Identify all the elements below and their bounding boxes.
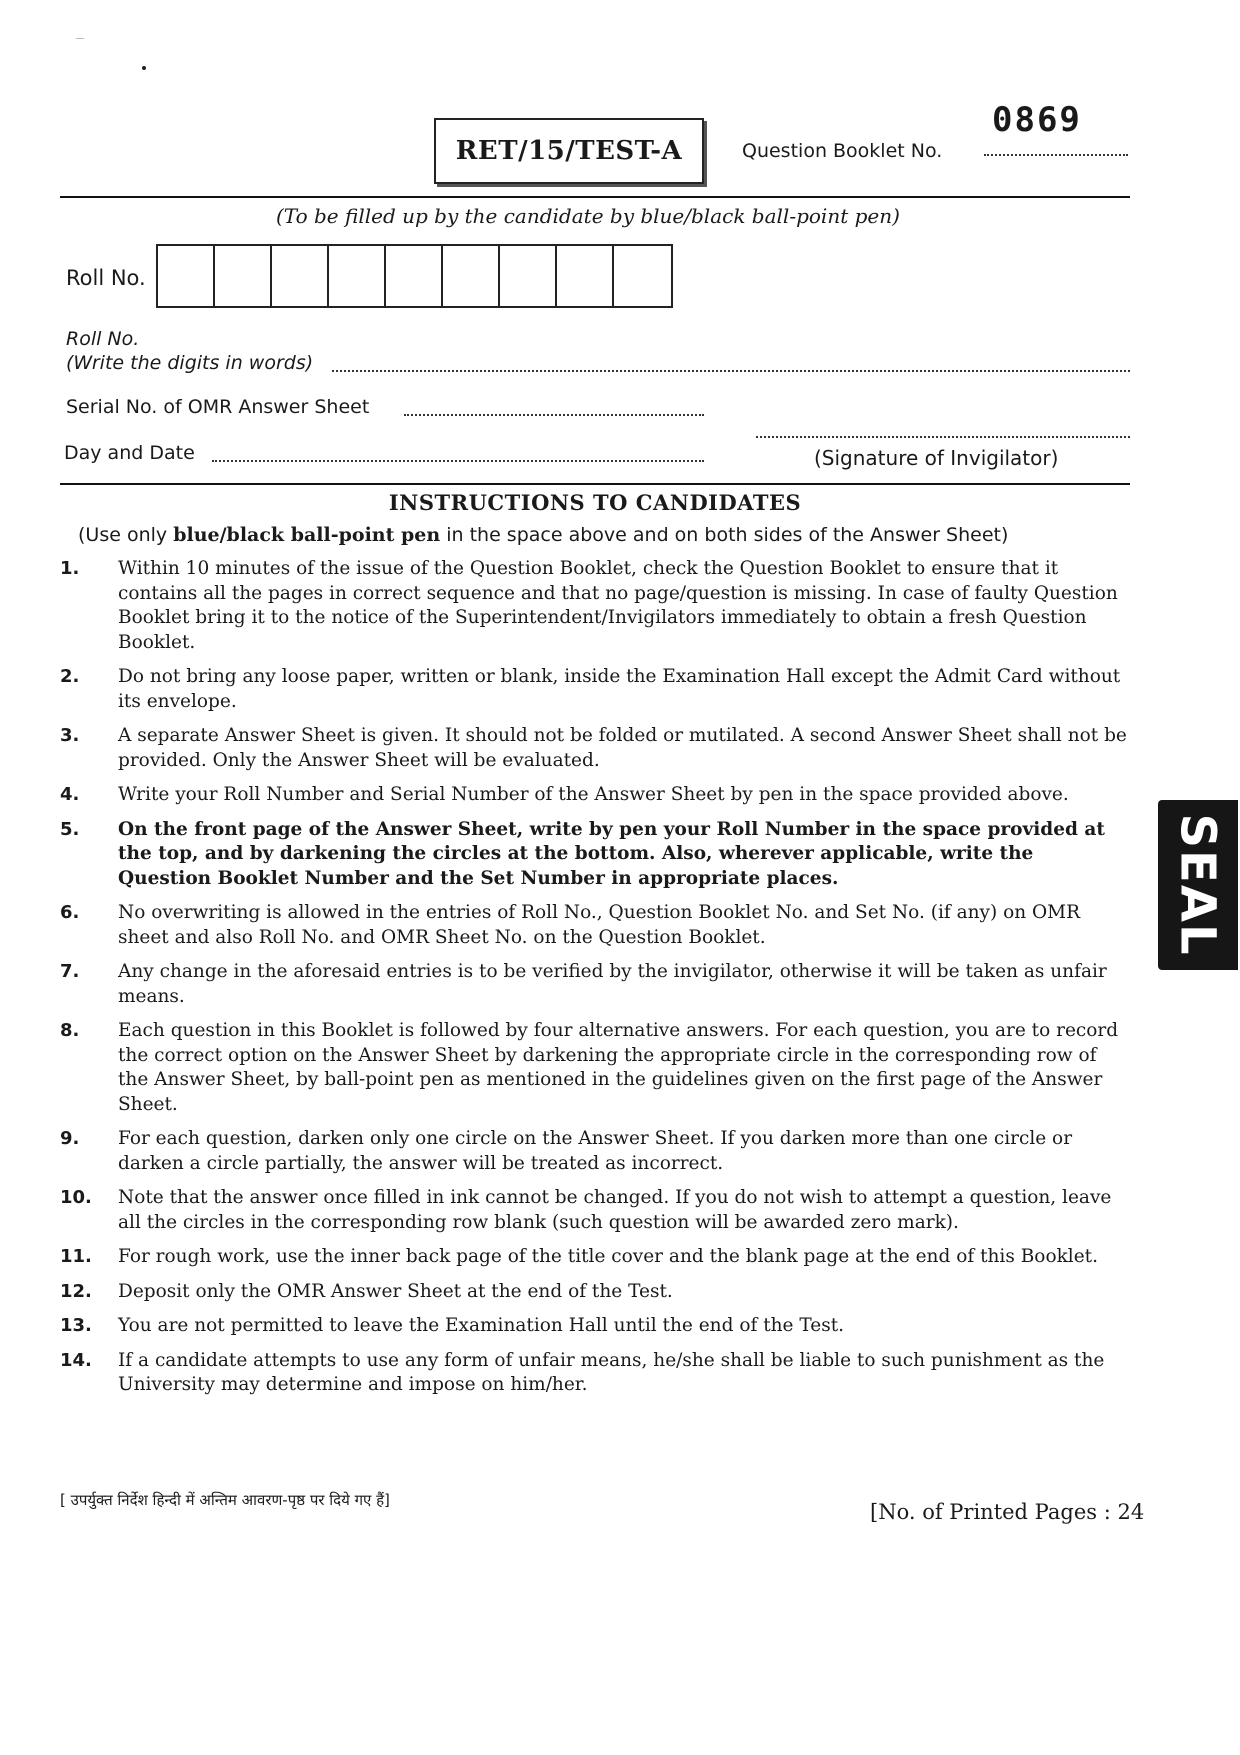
seal-tab — [1158, 800, 1238, 970]
instruction-text: For each question, darken only one circle on the Answer Sheet. If you darken more than one circle or darken a circle partially, the answer will be treated as incorrect. — [118, 1128, 1073, 1174]
booklet-number: 0869 — [992, 100, 1082, 140]
instruction-text: You are not permitted to leave the Examination Hall until the end of the Test. — [118, 1315, 845, 1336]
instruction-text: Note that the answer once filled in ink cannot be changed. If you do not wish to attempt a question, leave all the circles in the corresponding row blank (such question will be awarded zero mark). — [118, 1187, 1112, 1233]
roll-words-line[interactable] — [332, 370, 1130, 372]
instruction-item — [60, 901, 1130, 950]
roll-words-label-line1: Roll No. — [66, 328, 140, 350]
instruction-text: No overwriting is allowed in the entries of Roll No., Question Booklet No. and Set No. (if any) on OMR sheet and also Roll No. and OMR Sheet No. on the Question Booklet. — [118, 902, 1081, 948]
roll-words-label-line2: (Write the digits in words) — [66, 352, 314, 374]
instruction-item — [60, 783, 1130, 808]
roll-digit-box[interactable] — [272, 246, 329, 306]
signature-line[interactable] — [756, 436, 1130, 438]
instruction-item — [60, 724, 1130, 773]
instruction-text: Each question in this Booklet is followed by four alternative answers. For each question, you are to record the correct option on the Answer Sheet by darkening the appropriate circle in the corresponding row of the Answer Sheet, by ball-point pen as mentioned in the guidelines given on the first page of the Answer Sheet. — [118, 1020, 1119, 1115]
instruction-item — [60, 818, 1130, 892]
instruction-item — [60, 1186, 1130, 1235]
instruction-number: 8. — [60, 1020, 80, 1041]
instruction-text: Deposit only the OMR Answer Sheet at the end of the Test. — [118, 1280, 673, 1302]
instruction-text: Any change in the aforesaid entries is to be verified by the invigilator, otherwise it will be taken as unfair means. — [118, 961, 1107, 1007]
instruction-text: Write your Roll Number and Serial Number of the Answer Sheet by pen in the space provided above. — [118, 784, 1069, 805]
instruction-number: 9. — [60, 1128, 80, 1149]
omr-serial-line[interactable] — [404, 414, 704, 416]
roll-digit-box[interactable] — [500, 246, 557, 306]
instructions-list — [60, 557, 1130, 1408]
roll-digit-box[interactable] — [158, 246, 215, 306]
hindi-note: [ उपर्युक्त निर्देश हिन्दी में अन्तिम आवरण-पृष्ठ पर दिये गए हैं] — [60, 1491, 390, 1509]
instruction-number: 10. — [60, 1187, 92, 1208]
instruction-number: 6. — [60, 902, 80, 923]
test-code: RET/15/TEST-A — [455, 136, 683, 166]
roll-digit-box[interactable] — [329, 246, 386, 306]
instructions-note — [78, 524, 1008, 546]
omr-serial-label: Serial No. of OMR Answer Sheet — [66, 396, 370, 418]
day-date-line[interactable] — [212, 460, 704, 462]
instruction-number: 12. — [60, 1280, 92, 1302]
instruction-text: If a candidate attempts to use any form of unfair means, he/she shall be liable to such punishment as the University may determine and impose on him/her. — [118, 1349, 1105, 1395]
instruction-number: 2. — [60, 666, 80, 687]
instruction-item — [60, 1019, 1130, 1117]
instruction-item — [60, 1349, 1130, 1398]
roll-number-boxes[interactable] — [156, 244, 673, 308]
instruction-number: 7. — [60, 961, 80, 982]
instructions-note-suffix: in the space above and on both sides of the Answer Sheet) — [440, 524, 1009, 546]
instruction-number: 11. — [60, 1246, 92, 1267]
instruction-text: Do not bring any loose paper, written or blank, inside the Examination Hall except the Admit Card without its envelope. — [118, 666, 1121, 712]
instruction-text: On the front page of the Answer Sheet, write by pen your Roll Number in the space provided at the top, and by darkening the circles at the bottom. Also, wherever applicable, write the Question Booklet Number and the Set Number in appropriate places. — [118, 818, 1105, 889]
instruction-item — [60, 960, 1130, 1009]
instruction-number: 3. — [60, 725, 80, 746]
instruction-text: For rough work, use the inner back page of the title cover and the blank page at the end of this Booklet. — [118, 1246, 1098, 1267]
roll-digit-box[interactable] — [215, 246, 272, 306]
printed-pages-count: [No. of Printed Pages : 24 — [870, 1500, 1145, 1524]
test-code-box — [434, 118, 704, 184]
roll-number-label: Roll No. — [66, 266, 146, 290]
roll-digit-box[interactable] — [443, 246, 500, 306]
scan-dot — [142, 66, 146, 70]
roll-digit-box[interactable] — [614, 246, 671, 306]
instruction-text: Within 10 minutes of the issue of the Question Booklet, check the Question Booklet to ensure that it contains all the pages in correct sequence and that no page/question is missing. In case of faulty Question Booklet bring it to the notice of the Superintendent/Invigilators immediately to obtain a fresh Question Booklet. — [118, 558, 1118, 653]
instruction-number: 13. — [60, 1315, 92, 1336]
instruction-item — [60, 557, 1130, 655]
instructions-divider — [60, 483, 1130, 485]
top-divider — [60, 196, 1130, 198]
instruction-number: 5. — [60, 818, 80, 840]
instruction-number: 4. — [60, 784, 80, 805]
instruction-item — [60, 665, 1130, 714]
instruction-item — [60, 1245, 1130, 1270]
instructions-note-prefix: (Use only — [78, 524, 174, 546]
instruction-text: A separate Answer Sheet is given. It should not be folded or mutilated. A second Answer Sheet shall not be provided. Only the Answer Sheet will be evaluated. — [118, 725, 1127, 771]
instructions-note-bold: blue/black ball-point pen — [173, 524, 441, 546]
fill-instruction: (To be filled up by the candidate by blue/black ball-point pen) — [276, 204, 900, 228]
instructions-title: INSTRUCTIONS TO CANDIDATES — [388, 490, 802, 515]
seal-label: SEAL — [1170, 813, 1226, 957]
booklet-number-label: Question Booklet No. — [742, 140, 943, 162]
roll-digit-box[interactable] — [386, 246, 443, 306]
booklet-number-line — [984, 154, 1128, 156]
scan-mark — [76, 38, 84, 39]
instruction-item — [60, 1314, 1130, 1339]
instruction-number: 14. — [60, 1349, 92, 1371]
roll-digit-box[interactable] — [557, 246, 614, 306]
instruction-item — [60, 1127, 1130, 1176]
signature-label: (Signature of Invigilator) — [814, 446, 1059, 470]
instruction-item — [60, 1280, 1130, 1305]
day-date-label: Day and Date — [64, 442, 195, 464]
instruction-number: 1. — [60, 558, 80, 579]
